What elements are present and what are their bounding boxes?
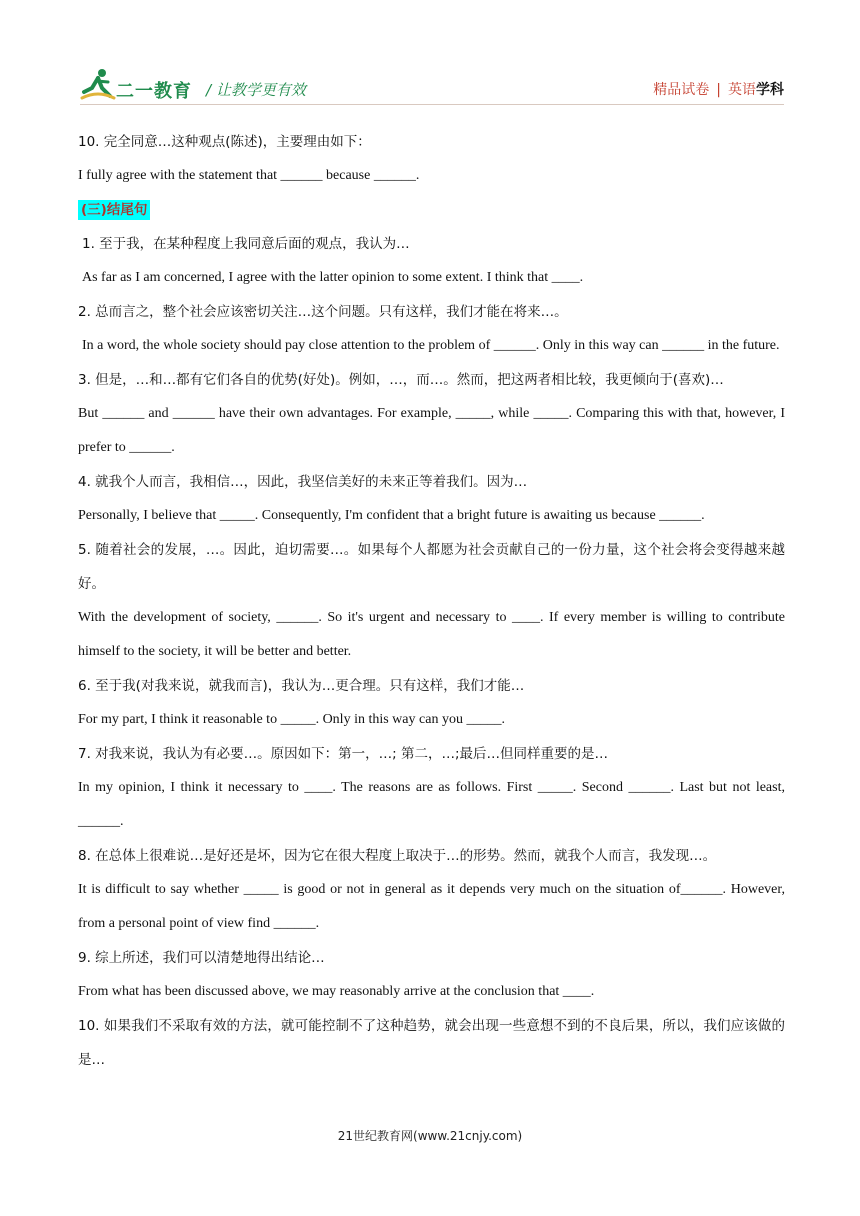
line-en: It is difficult to say whether _____ is good or not in general as it depends very much on the situation of______. However, from a personal point of view find ______. bbox=[78, 882, 785, 931]
line-en: From what has been discussed above, we may reasonably arrive at the conclusion that ____. bbox=[78, 984, 595, 999]
line-cn: 7. 对我来说，我认为有必要…。原因如下：第一，…; 第二，…;最后…但同样重要的是… bbox=[78, 746, 609, 762]
line-cn: 6. 至于我(对我来说，就我而言)，我认为…更合理。只有这样，我们才能… bbox=[78, 678, 525, 694]
line-cn: 3. 但是，…和…都有它们各自的优势(好处)。例如，…，而…。然而，把这两者相比较，我更倾向于(喜欢)… bbox=[78, 372, 724, 388]
header-label-exam: 精品试卷 bbox=[653, 82, 710, 98]
line-en: As far as I am concerned, I agree with the latter opinion to some extent. I think that ____. bbox=[82, 270, 584, 285]
header-divider bbox=[80, 104, 784, 105]
line-en: I fully agree with the statement that ______ because ______. bbox=[78, 168, 420, 183]
line-cn: 4. 就我个人而言，我相信…，因此，我坚信美好的未来正等着我们。因为… bbox=[78, 474, 528, 490]
line-cn: 10. 完全同意…这种观点(陈述)，主要理由如下： bbox=[78, 134, 371, 150]
header-label-subject: 学科 bbox=[756, 82, 784, 98]
page-header bbox=[80, 64, 784, 104]
logo-text: 二一教育 bbox=[116, 81, 192, 102]
line-cn: 5. 随着社会的发展，…。因此，迫切需要…。如果每个人都愿为社会贡献自己的一份力量，这个社会将会变得越来越好。 bbox=[78, 542, 785, 592]
line-en: In a word, the whole society should pay close attention to the problem of ______. Only in this way can ______ in the future. bbox=[82, 338, 780, 353]
line-cn: 1. 至于我，在某种程度上我同意后面的观点，我认为… bbox=[82, 236, 410, 252]
line-en: With the development of society, ______. So it's urgent and necessary to ____. If every member is willing to contribute himself to the society, it will be better and better. bbox=[78, 610, 785, 659]
document-body bbox=[78, 125, 785, 1077]
runner-logo-icon bbox=[80, 68, 116, 102]
line-cn: 8. 在总体上很难说…是好还是坏，因为它在很大程度上取决于…的形势。然而，就我个人而言，我发现…。 bbox=[78, 848, 717, 864]
logo bbox=[80, 68, 116, 102]
line-cn: 9. 综上所述，我们可以清楚地得出结论… bbox=[78, 950, 325, 966]
line-en: In my opinion, I think it necessary to ____. The reasons are as follows. First _____. Second ______. Last but not least, ______. bbox=[78, 780, 785, 829]
line-en: Personally, I believe that _____. Consequently, I'm confident that a bright future is awaiting us because ______. bbox=[78, 508, 705, 523]
header-slogan: / 让教学更有效 bbox=[206, 81, 306, 99]
header-label-english: 英语 bbox=[728, 82, 756, 98]
section-heading: (三)结尾句 bbox=[78, 200, 150, 220]
line-cn: 10. 如果我们不采取有效的方法，就可能控制不了这种趋势，就会出现一些意想不到的不良后果，所以，我们应该做的是… bbox=[78, 1018, 785, 1068]
header-separator: | bbox=[716, 82, 721, 98]
line-en: For my part, I think it reasonable to _____. Only in this way can you _____. bbox=[78, 712, 505, 727]
header-subject bbox=[653, 79, 784, 99]
line-cn: 2. 总而言之，整个社会应该密切关注…这个问题。只有这样，我们才能在将来…。 bbox=[78, 304, 568, 320]
line-en: But ______ and ______ have their own advantages. For example, _____, while _____. Comparing this with that, however, I prefer to ______. bbox=[78, 406, 785, 455]
page-footer: 21世纪教育网(www.21cnjy.com) bbox=[337, 1129, 523, 1143]
